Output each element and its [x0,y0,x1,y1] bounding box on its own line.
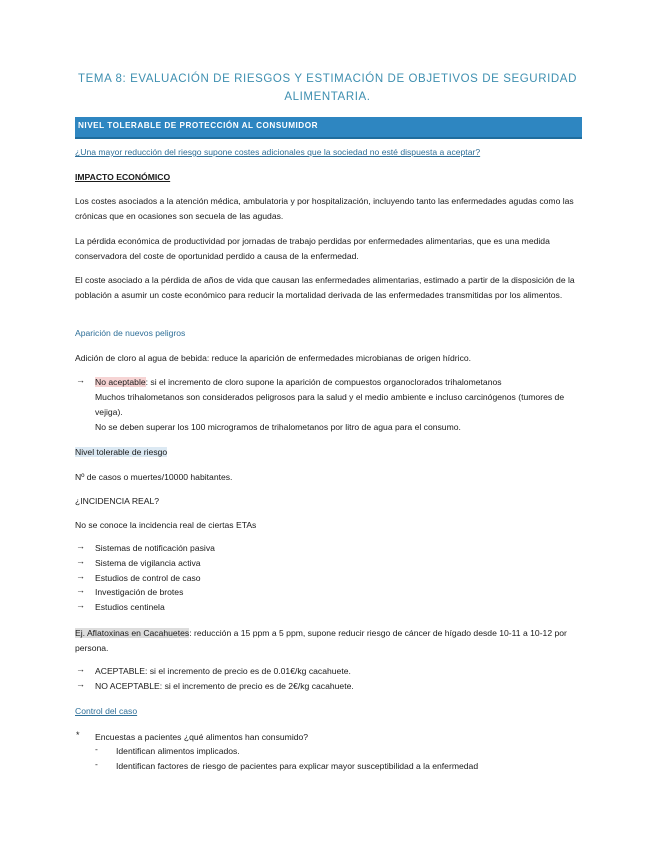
arrow-icon: → [76,556,85,566]
document-title: TEMA 8: EVALUACIÓN DE RIESGOS Y ESTIMACIÓN DE OBJETIVOS DE SEGURIDAD ALIMENTARIA. [78,73,577,103]
trihalometanos-peligrosos: Muchos trihalometanos son considerados peligrosos para la salud y el medio ambiente e incluso carcinógenos (tumores de vejiga). [95,392,565,417]
sistema-item: Estudios de control de caso [95,573,201,583]
paragraph-productividad: La pérdida económica de productividad por jornadas de trabajo perdidas por enfermedades alimentarias, que es una medida conservadora del coste de oportunidad perdido a causa de la enfermedad. [75,236,550,261]
arrow-icon: → [76,664,85,674]
paragraph-costes-medicos: Los costes asociados a la atención médica, ambulatoria y por hospitalización, incluyendo tanto las enfermedades agudas como las crónicas que en ocasiones son secuela de las agudas. [75,196,574,221]
sistema-item: Sistema de vigilancia activa [95,558,201,568]
nivel-tolerable-heading [75,445,167,460]
aceptable-item: ACEPTABLE: si el incremento de precio es de 0.01€/kg cacahuete. [95,666,351,676]
incidencia-answer: No se conoce la incidencia real de ciertas ETAs [75,520,257,530]
sistema-item: Estudios centinela [95,602,165,612]
impacto-heading: IMPACTO ECONÓMICO [75,172,171,182]
sub-item: Identifican factores de riesgo de pacientes para explicar mayor susceptibilidad a la enfermedad [116,761,479,771]
arrow-icon: → [76,571,85,581]
no-aceptable-item [95,375,585,390]
aflatoxinas-text: : reducción a 15 ppm a 5 ppm, supone reducir riesgo de cáncer de hígado desde 10-11 a 10-12 por persona. [75,628,567,653]
arrow-icon: → [76,375,85,385]
arrow-icon: → [76,679,85,689]
no-aceptable-text: : si el incremento de cloro supone la aparición de compuestos organoclorados trihalometanos [145,377,502,387]
sistema-item: Sistemas de notificación pasiva [95,543,215,553]
trihalometanos-limite: No se deben superar los 100 microgramos de trihalometanos por litro de agua para el consumo. [95,422,461,432]
section-banner [75,117,582,139]
key-question: ¿Una mayor reducción del riesgo supone costes adicionales que la sociedad no esté dispuesta a aceptar? [75,147,481,157]
arrow-icon: → [76,585,85,595]
nivel-tolerable-label: Nivel tolerable de riesgo [75,447,168,457]
section-banner-label: NIVEL TOLERABLE DE PROTECCIÓN AL CONSUMIDOR [78,121,318,130]
dash-bullet-icon: - [95,759,98,769]
casos-text: Nº de casos o muertes/10000 habitantes. [75,472,233,482]
incidencia-question: ¿INCIDENCIA REAL? [75,496,160,506]
encuestas-item: Encuestas a pacientes ¿qué alimentos han consumido? [95,732,309,742]
arrow-icon: → [76,600,85,610]
aflatoxinas-label: Ej. Aflatoxinas en Cacahuetes [75,628,190,638]
no-aceptable-precio-item: NO ACEPTABLE: si el incremento de precio es de 2€/kg cacahuete. [95,681,354,691]
cloro-paragraph: Adición de cloro al agua de bebida: reduce la aparición de enfermedades microbianas de origen hídrico. [75,353,472,363]
sistema-item: Investigación de brotes [95,587,184,597]
asterisk-bullet-icon: * [76,730,80,740]
arrow-icon: → [76,541,85,551]
dash-bullet-icon: - [95,744,98,754]
no-aceptable-label: No aceptable [95,377,146,387]
aflatoxinas-paragraph [75,626,585,655]
sub-item: Identifican alimentos implicados. [116,746,240,756]
paragraph-anos-vida: El coste asociado a la pérdida de años de vida que causan las enfermedades alimentarias, estimado a partir de la disposición de la población a asumir un coste económico para reducir la mortalidad derivada de las enfermedades transmitidas por los alimentos. [75,275,575,300]
aparicion-heading: Aparición de nuevos peligros [75,328,186,338]
control-heading: Control del caso [75,706,138,716]
